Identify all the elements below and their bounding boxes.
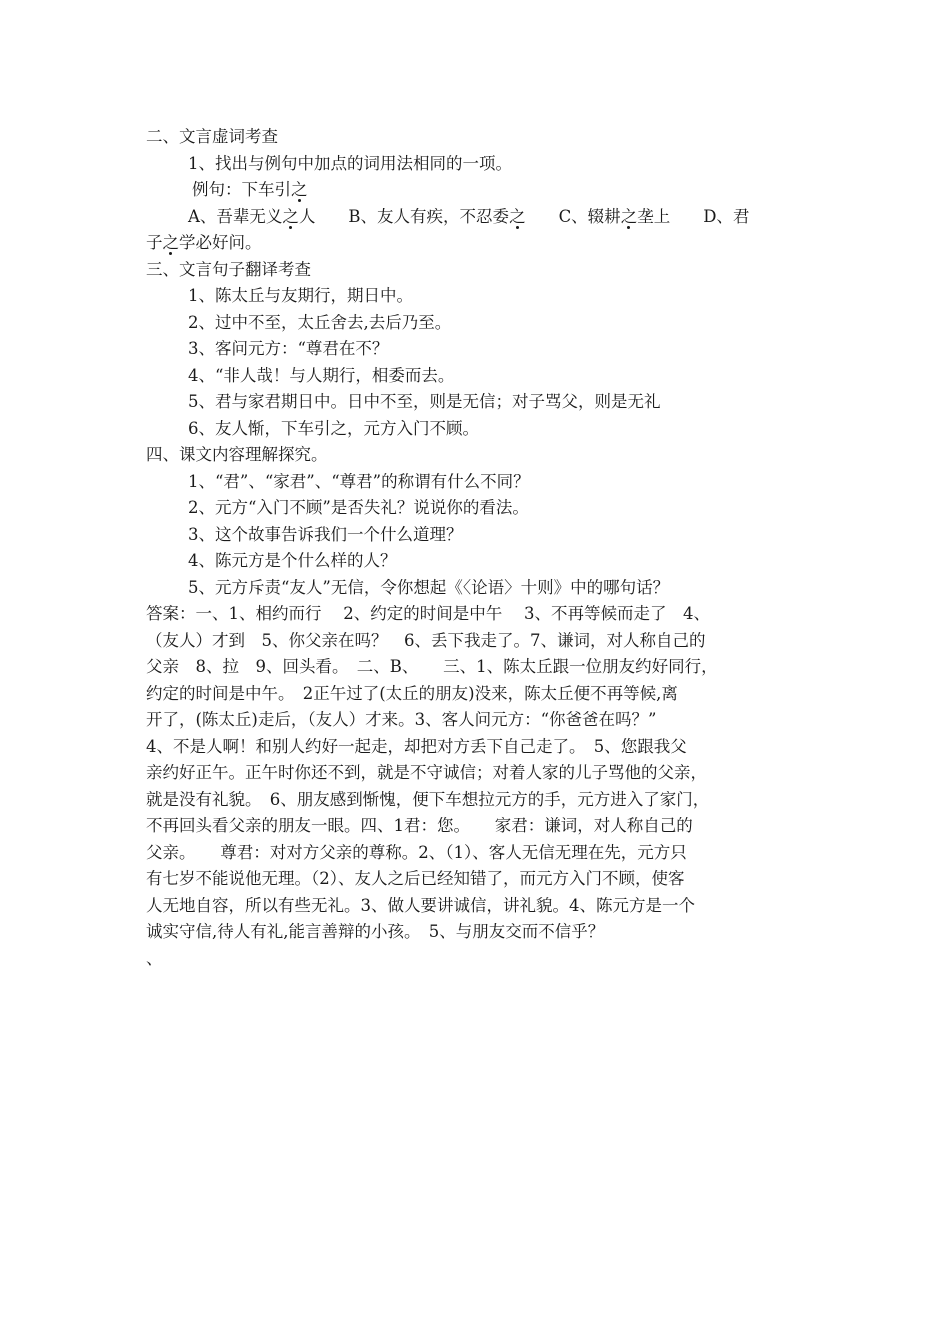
translation-item: 2、过中不至，太丘舍去,去后乃至。 xyxy=(188,312,452,332)
answer-line: （友人）才到 5、你父亲在吗？ 6、丢下我走了。7、谦词，对人称自己的 xyxy=(146,630,706,650)
answer-line: 亲约好正午。正午时你还不到，就是不守诚信；对着人家的儿子骂他的父亲， xyxy=(146,763,707,782)
answer-line: 不再回头看父亲的朋友一眼。四、1君：您。 家君：谦词，对人称自己的 xyxy=(146,816,693,835)
dotted-character: 之 xyxy=(509,206,526,226)
section2-question: 1、找出与例句中加点的词用法相同的一项。 xyxy=(188,153,512,173)
answer-line: 父亲。 尊君：对对方父亲的尊称。2、（1）、客人无信无理在先，元方只 xyxy=(146,842,687,862)
answer-line: 就是没有礼貌。 6、朋友感到惭愧，便下车想拉元方的手，元方进入了家门， xyxy=(146,789,710,809)
answer-line: 有七岁不能说他无理。（2）、友人之后已经知错了，而元方入门不顾，使客 xyxy=(146,869,685,888)
options-line: A、吾辈无义之人 B、友人有疾，不忍委之 C、辍耕之垄上 D、君 xyxy=(188,206,750,226)
dotted-character: 之 xyxy=(291,180,308,199)
comprehension-item: 3、这个故事告诉我们一个什么道理？ xyxy=(188,524,463,544)
dotted-character: 之 xyxy=(162,233,179,252)
section2-heading: 二、文言虚词考查 xyxy=(146,127,278,146)
comprehension-item: 1、“君”、“家君”、“尊君”的称谓有什么不同？ xyxy=(188,471,530,491)
answer-line: 人无地自容，所以有些无礼。3、做人要讲诚信，讲礼貌。4、陈元方是一个 xyxy=(146,895,695,915)
dotted-character: 之 xyxy=(620,206,638,226)
answer-line: 约定的时间是中午。 2正午过了(太丘的朋友)没来，陈太丘便不再等候,离 xyxy=(146,683,678,703)
comprehension-item: 4、陈元方是个什么样的人？ xyxy=(188,551,397,570)
comprehension-item: 5、元方斥责“友人”无信，令你想起《〈论语〉十则》中的哪句话？ xyxy=(188,577,670,597)
dotted-character: 之 xyxy=(282,206,299,226)
answer-line: 父亲 8、拉 9、回头看。 二、B、 三、1、陈太丘跟一位朋友约好同行， xyxy=(146,657,718,676)
translation-item: 1、陈太丘与友期行，期日中。 xyxy=(188,286,413,305)
comprehension-item: 2、元方“入门不顾”是否失礼？说说你的看法。 xyxy=(188,498,529,517)
example-sentence: 例句：下车引之 xyxy=(192,180,308,199)
answer-block xyxy=(146,601,810,946)
options-line-continued: 子之学必好问。 xyxy=(146,233,262,252)
document-page xyxy=(146,124,810,972)
answer-line: 开了，(陈太丘)走后，（友人）才来。3、客人问元方：“你爸爸在吗？” xyxy=(146,710,657,729)
translation-item: 6、友人惭，下车引之，元方入门不顾。 xyxy=(188,418,479,438)
section4-heading: 四、课文内容理解探究。 xyxy=(146,445,328,464)
translation-item: 5、君与家君期日中。日中不至，则是无信；对子骂父，则是无礼 xyxy=(188,392,661,411)
answer-line: 4、不是人啊！和别人约好一起走，却把对方丢下自己走了。 5、您跟我父 xyxy=(146,736,687,756)
translation-item: 4、“非人哉！与人期行，相委而去。 xyxy=(188,365,455,385)
section3-heading: 三、文言句子翻译考查 xyxy=(146,259,311,279)
answer-line: 答案：一、1、相约而行 2、约定的时间是中午 3、不再等候而走了 4、 xyxy=(146,604,710,623)
translation-item: 3、客问元方：“尊君在不？ xyxy=(188,339,389,358)
answer-line: 诚实守信,待人有礼,能言善辩的小孩。 5、与朋友交而不信乎？ xyxy=(146,922,605,941)
trailing-mark: 、 xyxy=(146,948,163,968)
